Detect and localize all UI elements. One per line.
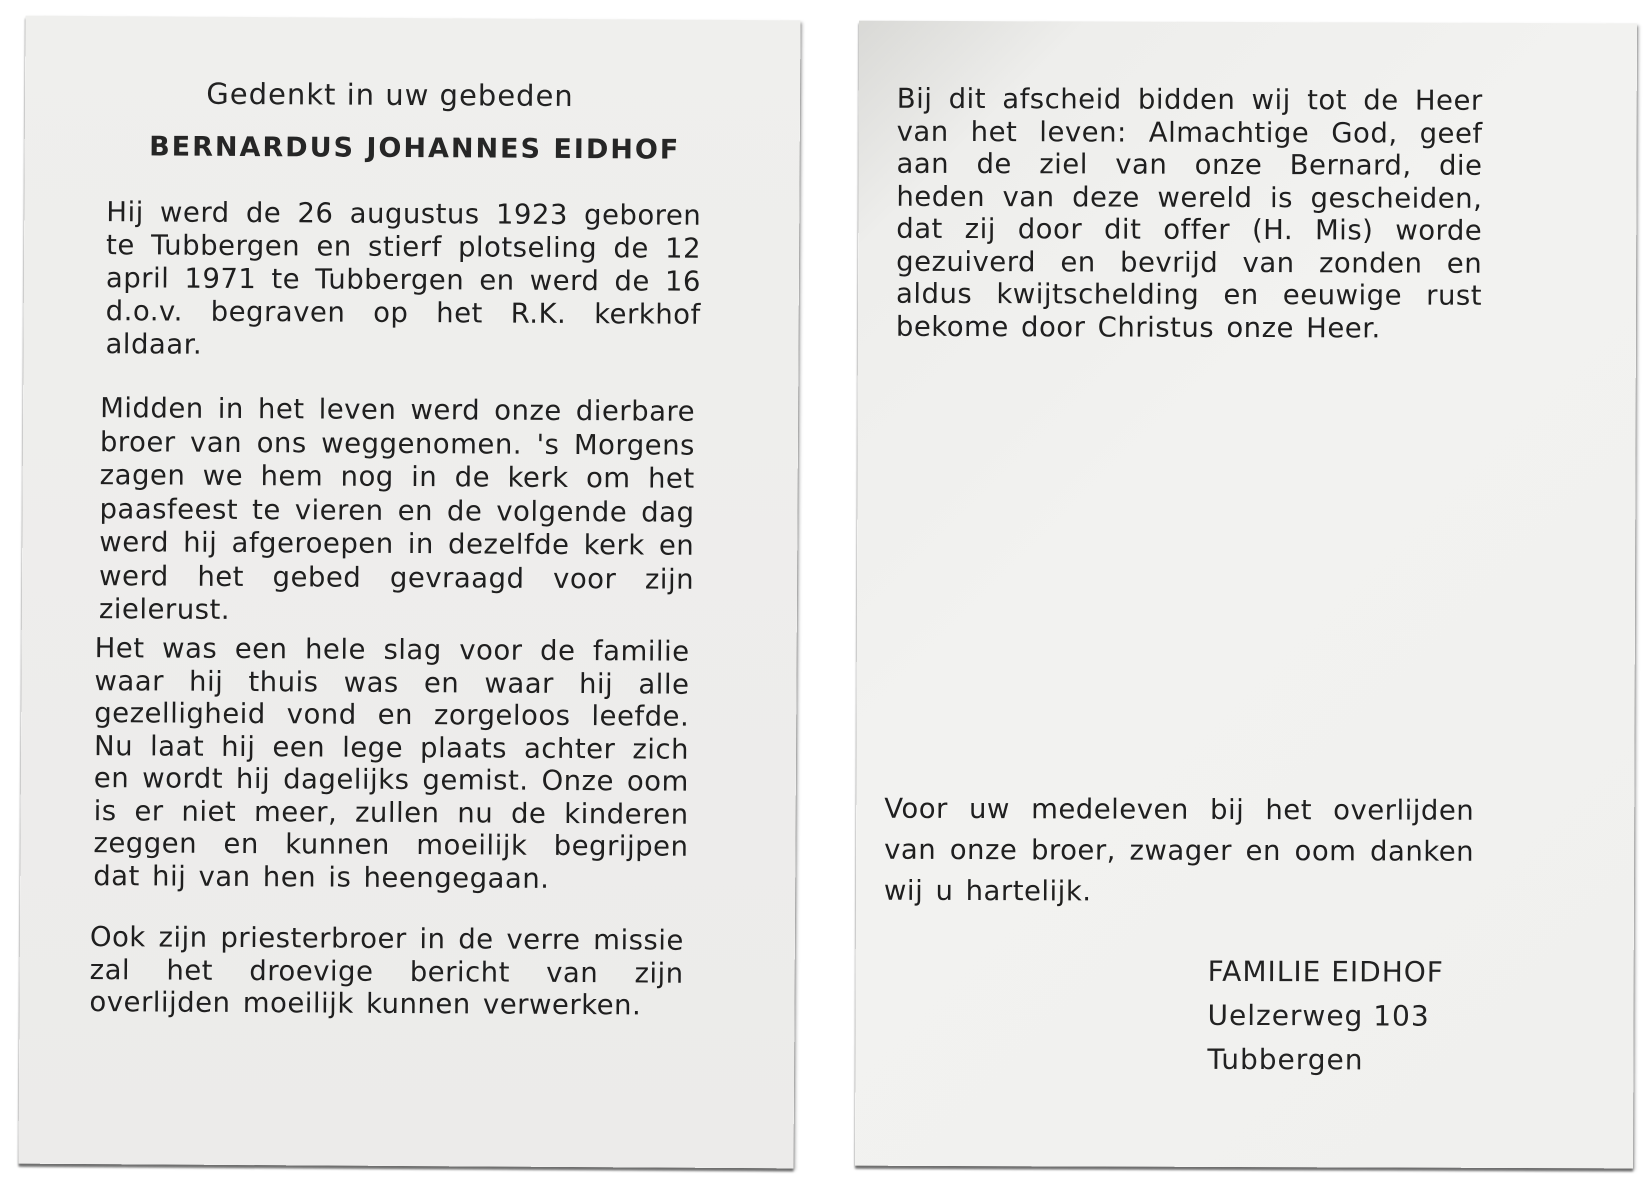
biography-paragraph: Hij werd de 26 augustus 1923 geboren te Tubbergen en stierf plotseling de 12 april 1971 te Tubbergen en werd de 16 d.o.v. begraven op het R.K. kerkhof aldaar.: [105, 196, 702, 361]
deceased-name: BERNARDUS JOHANNES EIDHOF: [149, 131, 681, 166]
prayer-paragraph: Bij dit afscheid bidden wij tot de Heer van het leven: Almachtige God, geef aan de ziel van onze Bernard, die heden van deze wereld is gescheiden, dat zij door dit offer (H. Mis) worde gezuiverd en bevrijd van zonden en aldus kwijtschelding en eeuwige rust bekome door Christus onze Heer.: [895, 82, 1483, 344]
priest-brother-paragraph: Ook zijn priesterbroer in de verre missie zal het droevige bericht van zijn overlijden moeilijk kunnen verwerken.: [89, 921, 684, 1022]
thanks-paragraph: Voor uw medeleven bij het overlijden van onze broer, zwager en oom danken wij u hartelijk.: [883, 792, 1475, 908]
card-heading: Gedenkt in uw gebeden: [206, 76, 574, 113]
memorial-card-right: [855, 21, 1637, 1169]
address-street: Uelzerweg 103: [1207, 998, 1430, 1033]
family-paragraph: Het was een hele slag voor de familie waar hij thuis was en waar hij alle gezelligheid vond en zorgeloos leefde. Nu laat hij een lege plaats achter zich en wordt hij dagelijks gemist. Onze oom is er niet meer, zullen nu de kinderen zeggen en kunnen moeilijk begrijpen dat hij van hen is heengegaan.: [93, 632, 690, 895]
address-town: Tubbergen: [1207, 1042, 1364, 1077]
memorial-paragraph: Midden in het leven werd onze dierbare broer van ons weggenomen. 's Morgens zagen we hem nog in de kerk om het paasfeest te vieren en de volgende dag werd hij afgeroepen in dezelfde kerk en werd het gebed gevraagd voor zijn zielerust.: [98, 392, 696, 626]
family-signature: FAMILIE EIDHOF: [1207, 954, 1445, 989]
memorial-card-left: [19, 16, 801, 1169]
signature-block: [1207, 950, 1537, 1083]
